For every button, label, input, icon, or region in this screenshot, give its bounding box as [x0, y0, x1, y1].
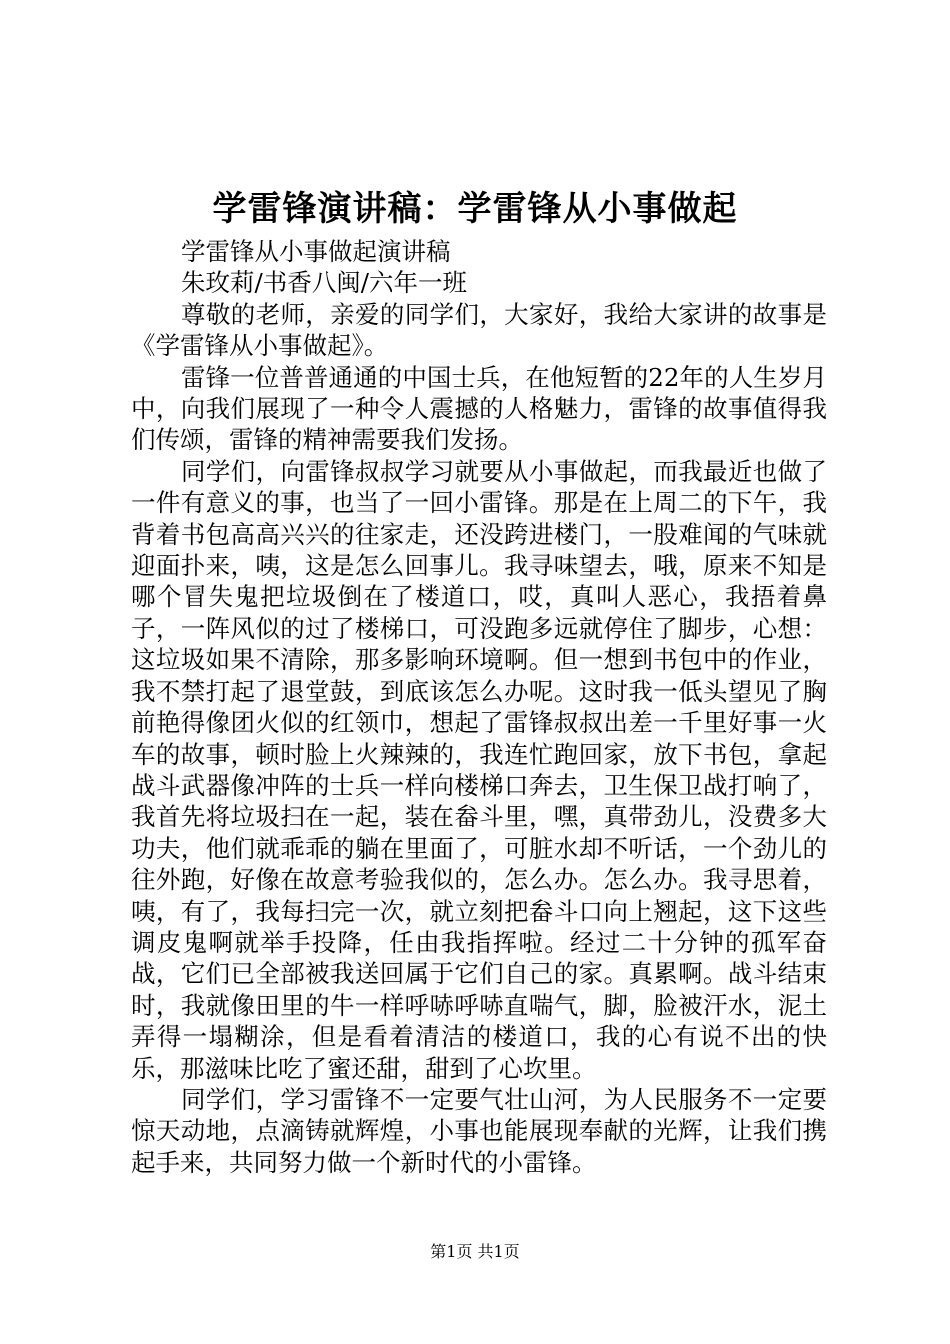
document-body: [131, 236, 827, 1178]
intro-paragraph: 雷锋一位普普通通的中国士兵，在他短暂的22年的人生岁月中，向我们展现了一种令人震撼的人格魅力，雷锋的故事值得我们传颂，雷锋的精神需要我们发扬。: [131, 362, 827, 455]
page-footer: [0, 1241, 950, 1263]
subtitle-paragraph: 学雷锋从小事做起演讲稿: [181, 237, 451, 266]
greeting-paragraph: 尊敬的老师，亲爱的同学们，大家好，我给大家讲的故事是《学雷锋从小事做起》。: [131, 299, 827, 361]
closing-paragraph: 同学们，学习雷锋不一定要气壮山河，为人民服务不一定要惊天动地，点滴铸就辉煌，小事也能展现奉献的光辉，让我们携起手来，共同努力做一个新时代的小雷锋。: [131, 1084, 827, 1177]
author-line: 朱玫莉/书香八闽/六年一班: [181, 268, 468, 298]
page-total: 共1页: [477, 1242, 520, 1261]
document-title: 学雷锋演讲稿：学雷锋从小事做起: [212, 189, 738, 229]
story-paragraph: 同学们，向雷锋叔叔学习就要从小事做起，而我最近也做了一件有意义的事，也当了一回小雷锋。那是在上周二的下午，我背着书包高高兴兴的往家走，还没跨进楼门，一股难闻的气味就迎面扑来，咦，这是怎么回事儿。我寻味望去，哦，原来不知是哪个冒失鬼把垃圾倒在了楼道口，哎，真叫人恶心，我捂着鼻子，一阵风似的过了楼梯口，可没跑多远就停住了脚步，心想：这垃圾如果不清除，那多影响环境啊。但一想到书包中的作业，我不禁打起了退堂鼓，到底该怎么办呢。这时我一低头望见了胸前艳得像团火似的红领巾，想起了雷锋叔叔出差一千里好事一火车的故事，顿时脸上火辣辣的，我连忙跑回家，放下书包，拿起战斗武器像冲阵的士兵一样向楼梯口奔去，卫生保卫战打响了，我首先将垃圾扫在一起，装在畚斗里，嘿，真带劲儿，没费多大功夫，他们就乖乖的躺在里面了，可脏水却不听话，一个劲儿的往外跑，好像在故意考验我似的，怎么办。怎么办。我寻思着，咦，有了，我每扫完一次，就立刻把畚斗口向上翘起，这下这些调皮鬼啊就举手投降，任由我指挥啦。经过二十分钟的孤军奋战，它们已全部被我送回属于它们自己的家。真累啊。战斗结束时，我就像田里的牛一样呼哧呼哧直喘气，脚，脸被汗水，泥土弄得一塌糊涂，但是看着清洁的楼道口，我的心有说不出的快乐，那滋味比吃了蜜还甜，甜到了心坎里。: [131, 456, 827, 1083]
page-number: 第1页: [430, 1242, 473, 1261]
